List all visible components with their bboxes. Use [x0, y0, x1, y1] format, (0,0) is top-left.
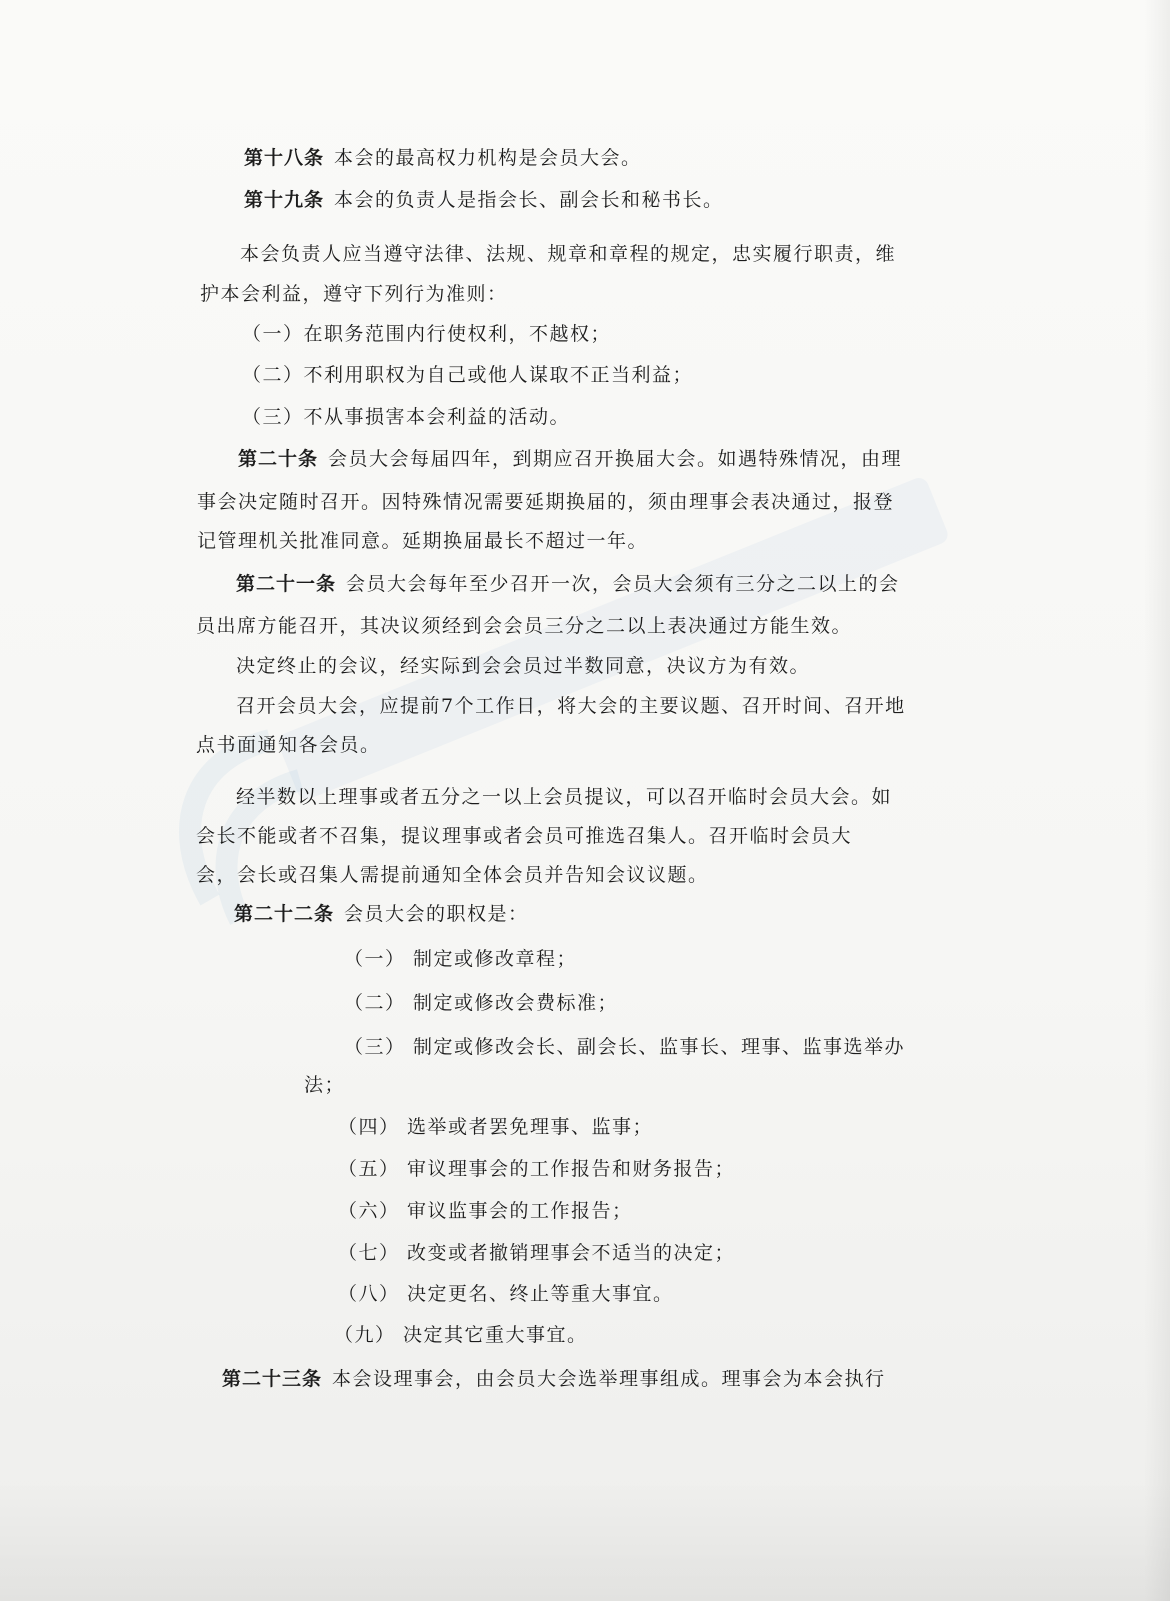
article-heading: 第二十条	[238, 448, 319, 470]
article-text: 会员大会每年至少召开一次，会员大会须有三分之二以上的会	[346, 573, 900, 595]
article-20	[0, 445, 1170, 473]
article-19	[0, 186, 1170, 214]
list-item: （三） 制定或修改会长、副会长、监事长、理事、监事选举办	[344, 1036, 906, 1058]
article-heading: 第二十二条	[234, 903, 335, 925]
paragraph-line: 员出席方能召开，其决议须经到会会员三分之二以上表决通过方能生效。	[196, 615, 853, 637]
list-item: （二） 制定或修改会费标准；	[344, 992, 619, 1014]
article-text: 本会设理事会，由会员大会选举理事组成。理事会为本会执行	[332, 1368, 886, 1390]
paragraph-line: 经半数以上理事或者五分之一以上会员提议，可以召开临时会员大会。如	[236, 786, 893, 808]
article-heading: 第二十三条	[222, 1368, 323, 1390]
list-item: （四） 选举或者罢免理事、监事；	[338, 1116, 654, 1138]
page-edge-shadow	[1144, 0, 1170, 1601]
list-item: （八） 决定更名、终止等重大事宜。	[338, 1283, 674, 1305]
article-heading: 第十八条	[244, 147, 325, 169]
article-23	[0, 1365, 1170, 1393]
paragraph-line: 会长不能或者不召集，提议理事或者会员可推选召集人。召开临时会员大	[196, 825, 853, 847]
list-item: （一）在职务范围内行使权利，不越权；	[242, 323, 612, 345]
paragraph-line: 护本会利益，遵守下列行为准则：	[200, 283, 508, 305]
article-heading: 第十九条	[244, 189, 325, 211]
list-item: （七） 改变或者撤销理事会不适当的决定；	[338, 1242, 736, 1264]
paragraph-line: 召开会员大会，应提前7个工作日，将大会的主要议题、召开时间、召开地	[236, 695, 906, 717]
list-item: （三）不从事损害本会利益的活动。	[242, 406, 571, 428]
paragraph-line: 点书面通知各会员。	[196, 734, 381, 756]
article-22	[0, 900, 1170, 928]
paragraph-line: 会，会长或召集人需提前通知全体会员并告知会议议题。	[196, 864, 709, 886]
list-item-continuation: 法；	[304, 1074, 346, 1096]
page-bottom-shadow	[0, 1481, 1170, 1601]
article-text: 本会的最高权力机构是会员大会。	[334, 147, 642, 169]
paragraph-line: 事会决定随时召开。因特殊情况需要延期换届的，须由理事会表决通过，报登	[197, 491, 895, 513]
list-item: （一） 制定或修改章程；	[344, 948, 578, 970]
list-item: （五） 审议理事会的工作报告和财务报告；	[338, 1158, 736, 1180]
paragraph-line: 记管理机关批准同意。延期换届最长不超过一年。	[197, 530, 649, 552]
article-text: 会员大会的职权是：	[344, 903, 529, 925]
paragraph-line: 本会负责人应当遵守法律、法规、规章和章程的规定，忠实履行职责，维	[240, 243, 897, 265]
list-item: （九） 决定其它重大事宜。	[334, 1324, 588, 1346]
list-item: （二）不利用职权为自己或他人谋取不正当利益；	[242, 364, 694, 386]
article-21	[0, 570, 1170, 598]
article-text: 本会的负责人是指会长、副会长和秘书长。	[334, 189, 724, 211]
article-text: 会员大会每届四年，到期应召开换届大会。如遇特殊情况，由理	[328, 448, 903, 470]
article-18	[0, 144, 1170, 172]
article-heading: 第二十一条	[236, 573, 337, 595]
paragraph-line: 决定终止的会议，经实际到会会员过半数同意，决议方为有效。	[236, 655, 811, 677]
list-item: （六） 审议监事会的工作报告；	[338, 1200, 633, 1222]
